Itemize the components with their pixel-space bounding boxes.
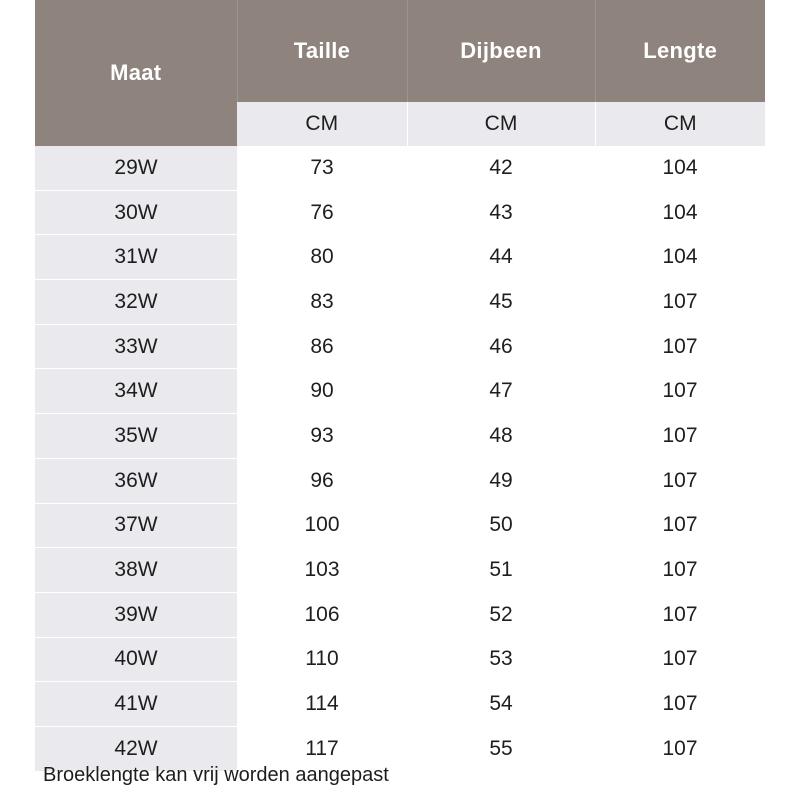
cell-lengte: 107 bbox=[662, 558, 698, 582]
cell-lengte: 107 bbox=[662, 468, 698, 492]
cell-lengte: 107 bbox=[662, 647, 698, 671]
unit-lengte: CM bbox=[595, 102, 765, 146]
cell-maat: 34W bbox=[35, 369, 237, 414]
cell-dijbeen: 53 bbox=[489, 647, 513, 671]
header-dijbeen: Dijbeen bbox=[407, 0, 595, 102]
table-row bbox=[35, 682, 765, 727]
cell-taille: 96 bbox=[310, 468, 334, 492]
size-chart-table bbox=[35, 0, 765, 771]
cell-maat: 32W bbox=[35, 280, 237, 325]
cell-lengte: 104 bbox=[662, 156, 698, 180]
cell-taille: 110 bbox=[305, 647, 339, 671]
cell-lengte: 107 bbox=[662, 692, 698, 716]
cell-lengte: 107 bbox=[662, 289, 698, 313]
cell-lengte: 107 bbox=[662, 423, 698, 447]
table-row bbox=[35, 190, 765, 235]
cell-lengte: 107 bbox=[662, 334, 698, 358]
cell-dijbeen: 44 bbox=[489, 245, 513, 269]
cell-maat: 36W bbox=[35, 458, 237, 503]
cell-maat: 37W bbox=[35, 503, 237, 548]
cell-maat: 33W bbox=[35, 324, 237, 369]
cell-maat: 40W bbox=[35, 637, 237, 682]
cell-taille: 114 bbox=[305, 692, 339, 716]
cell-dijbeen: 43 bbox=[489, 200, 513, 224]
cell-dijbeen: 49 bbox=[489, 468, 513, 492]
cell-lengte: 107 bbox=[662, 736, 698, 760]
cell-taille: 73 bbox=[310, 156, 334, 180]
table-row bbox=[35, 458, 765, 503]
cell-dijbeen: 51 bbox=[489, 558, 513, 582]
unit-dijbeen: CM bbox=[407, 102, 595, 146]
table-row bbox=[35, 548, 765, 593]
cell-dijbeen: 55 bbox=[489, 736, 513, 760]
table-row bbox=[35, 235, 765, 280]
cell-dijbeen: 50 bbox=[489, 513, 513, 537]
cell-dijbeen: 52 bbox=[489, 602, 513, 626]
table-row bbox=[35, 280, 765, 325]
cell-taille: 117 bbox=[305, 736, 339, 760]
cell-taille: 76 bbox=[310, 200, 334, 224]
cell-taille: 80 bbox=[310, 245, 334, 269]
table-row bbox=[35, 637, 765, 682]
cell-dijbeen: 45 bbox=[489, 289, 513, 313]
cell-taille: 86 bbox=[310, 334, 334, 358]
cell-taille: 103 bbox=[304, 558, 340, 582]
header-maat: Maat bbox=[35, 0, 237, 146]
header-taille: Taille bbox=[237, 0, 407, 102]
cell-maat: 39W bbox=[35, 592, 237, 637]
cell-maat: 42W bbox=[35, 726, 237, 770]
size-rows bbox=[35, 146, 765, 771]
table-row bbox=[35, 369, 765, 414]
cell-dijbeen: 48 bbox=[489, 423, 513, 447]
table-row bbox=[35, 503, 765, 548]
cell-lengte: 107 bbox=[662, 513, 698, 537]
cell-dijbeen: 46 bbox=[489, 334, 513, 358]
cell-lengte: 107 bbox=[662, 379, 698, 403]
cell-taille: 106 bbox=[304, 602, 340, 626]
unit-taille: CM bbox=[237, 102, 407, 146]
table-row bbox=[35, 414, 765, 459]
footnote-text: Broeklengte kan vrij worden aangepast bbox=[43, 764, 389, 786]
cell-taille: 93 bbox=[310, 423, 334, 447]
cell-lengte: 104 bbox=[662, 200, 698, 224]
cell-maat: 30W bbox=[35, 190, 237, 235]
cell-dijbeen: 54 bbox=[489, 692, 513, 716]
cell-lengte: 107 bbox=[662, 602, 698, 626]
cell-maat: 41W bbox=[35, 682, 237, 727]
cell-maat: 31W bbox=[35, 235, 237, 280]
cell-maat: 38W bbox=[35, 548, 237, 593]
header-lengte: Lengte bbox=[595, 0, 765, 102]
cell-dijbeen: 42 bbox=[489, 156, 513, 180]
header-row bbox=[35, 0, 765, 102]
cell-taille: 100 bbox=[304, 513, 340, 537]
cell-maat: 35W bbox=[35, 414, 237, 459]
table-row bbox=[35, 146, 765, 190]
cell-taille: 90 bbox=[310, 379, 334, 403]
cell-taille: 83 bbox=[310, 289, 334, 313]
table-row bbox=[35, 592, 765, 637]
table-row bbox=[35, 324, 765, 369]
cell-maat: 29W bbox=[35, 146, 237, 190]
cell-dijbeen: 47 bbox=[489, 379, 513, 403]
cell-lengte: 104 bbox=[662, 245, 698, 269]
